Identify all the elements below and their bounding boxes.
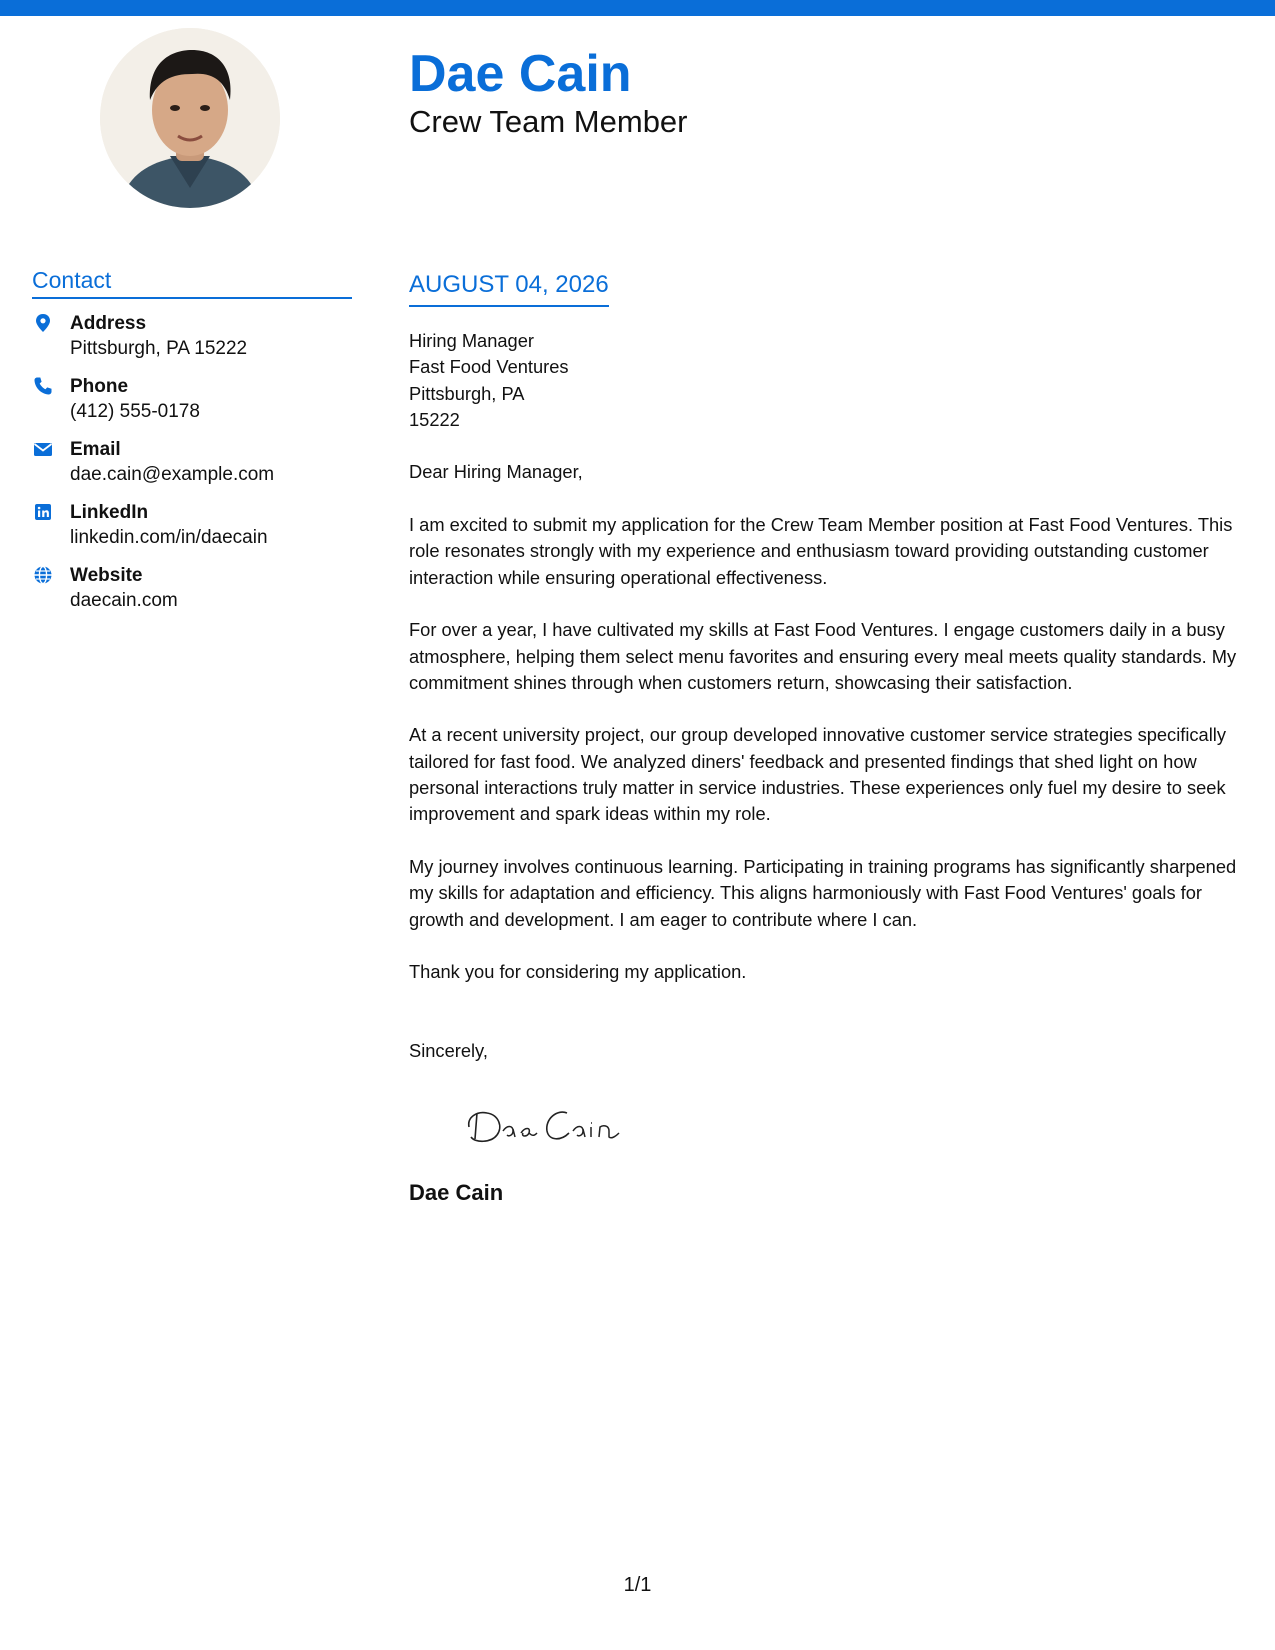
website-value[interactable]: daecain.com <box>70 590 178 611</box>
letter-date: AUGUST 04, 2026 <box>409 270 609 307</box>
contact-heading: Contact <box>32 265 352 299</box>
body-paragraph: At a recent university project, our group developed innovative customer service strategies specifically tailored for fast food. We analyzed diners' feedback and presented findings that shed light on how personal interactions truly matter in service industries. These experiences only fuel my desire to seek improvement and spark ideas within my role. <box>409 724 1226 825</box>
recipient-line: Fast Food Ventures <box>409 356 569 378</box>
email-value[interactable]: dae.cain@example.com <box>70 464 275 485</box>
body-paragraph: I am excited to submit my application for the Crew Team Member position at Fast Food Ventures. This role resonates strongly with my experience and enthusiasm toward providing outstanding customer interaction while ensuring operational effectiveness. <box>409 514 1233 588</box>
applicant-name: Dae Cain <box>409 45 632 103</box>
page-number: 1/1 <box>623 1574 652 1596</box>
contact-label: Phone <box>70 376 129 397</box>
recipient-block <box>409 328 1249 433</box>
contact-list <box>32 311 352 613</box>
job-title: Crew Team Member <box>409 104 688 139</box>
contact-label: Website <box>70 565 143 586</box>
contact-item-linkedin <box>32 500 352 550</box>
address-value: Pittsburgh, PA 15222 <box>70 338 248 359</box>
recipient-line: 15222 <box>409 408 460 430</box>
signed-name: Dae Cain <box>409 1179 504 1205</box>
body-paragraph: My journey involves continuous learning. Participating in training programs has significantly sharpened my skills for adaptation and efficiency. This aligns harmoniously with Fast Food Ventures' goals for growth and development. I am eager to contribute where I can. <box>409 855 1237 930</box>
location-pin-icon <box>33 313 53 333</box>
phone-value: (412) 555-0178 <box>70 401 200 422</box>
contact-sidebar <box>32 265 352 626</box>
body-paragraph: Thank you for considering my application. <box>409 961 747 983</box>
globe-icon <box>33 565 53 585</box>
body-paragraph: For over a year, I have cultivated my skills at Fast Food Ventures. I engage customers daily in a busy atmosphere, helping them select menu favorites and ensuring every meal meets quality standards. My commitment shines through when customers return, showcasing their satisfaction. <box>409 619 1237 693</box>
profile-photo <box>100 28 280 208</box>
letter-body <box>409 328 1249 1207</box>
contact-item-website <box>32 563 352 613</box>
contact-label: Address <box>70 313 147 334</box>
phone-icon <box>33 376 53 396</box>
closing: Sincerely, <box>409 1040 488 1062</box>
contact-item-email <box>32 437 352 487</box>
top-accent-bar <box>0 0 1275 16</box>
recipient-line: Hiring Manager <box>409 330 534 351</box>
linkedin-icon <box>33 502 53 522</box>
contact-label: LinkedIn <box>70 502 149 523</box>
handwritten-signature <box>463 1097 633 1149</box>
envelope-icon <box>33 439 53 459</box>
contact-label: Email <box>70 439 121 460</box>
salutation: Dear Hiring Manager, <box>409 461 583 483</box>
recipient-line: Pittsburgh, PA <box>409 382 525 404</box>
contact-item-address <box>32 311 352 361</box>
linkedin-value[interactable]: linkedin.com/in/daecain <box>70 527 268 548</box>
contact-item-phone <box>32 374 352 424</box>
